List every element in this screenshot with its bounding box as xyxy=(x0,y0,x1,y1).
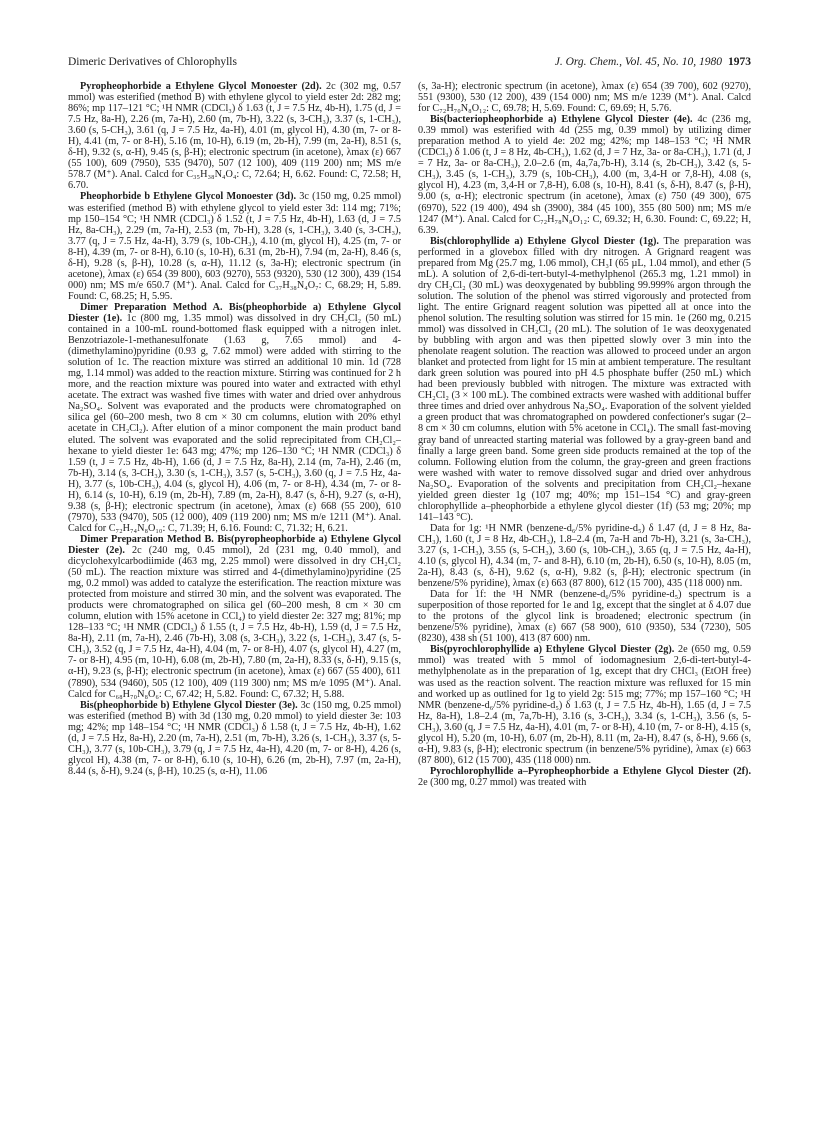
paragraph-4e xyxy=(418,114,751,236)
paragraph-2g xyxy=(418,644,751,766)
heading-1e: Dimer Preparation Method A. Bis(pheophorbide a) Ethylene Glycol Diester (1e). xyxy=(68,301,401,324)
paragraph-3e xyxy=(68,700,401,777)
journal-citation xyxy=(555,56,751,68)
heading-2f: Pyrochlorophyllide a–Pyropheophorbide a Ethylene Glycol Diester (2f). xyxy=(430,765,751,777)
heading-2g: Bis(pyrochlorophyllide a) Ethylene Glycol Diester (2g). xyxy=(430,644,675,656)
page-number: 1973 xyxy=(728,56,751,68)
paragraph-3e-continued: (s, 3a-H); electronic spectrum (in acetone), λmax (ε) 654 (39 700), 602 (9270), 551 (9300), 530 (12 200), 439 (154 000) nm; MS m/e 1239 (M⁺). Anal. Calcd for C₇₂H₇₀N₈O₁₂: C, 69.78; H, 5.69. Found: C, 69.69; H, 5.76. xyxy=(418,81,751,115)
heading-3e: Bis(pheophorbide b) Ethylene Glycol Diester (3e). xyxy=(80,699,298,711)
heading-2e: Dimer Preparation Method B. Bis(pyropheophorbide a) Ethylene Glycol Diester (2e). xyxy=(68,533,401,556)
paragraph-1g-data: Data for 1g: ¹H NMR (benzene-d₆/5% pyridine-d₅) δ 1.47 (d, J = 8 Hz, 8a-CH₃), 1.60 (t, J = 8 Hz, 4b-CH₃), 1.8–2.4 (m, 7a-H and 7b-H), 3.21 (s, 3a-CH₃), 3.27 (s, 1-CH₃), 3.55 (s, 5-CH₃), 3.60 (s, 10b-CH₃), 3.65 (q, J = 7.5 Hz, 4a-H), 4.10 (s, glycol H), 4.34 (m, 7- and 8-H), 6.10 (m, 2b-H), 6.50 (s, 10-H), 8.05 (m, 2a-H), 8.43 (s, δ-H), 9.62 (s, α-H), 9.82 (s, β-H); electronic spectrum (in benzene/5% pyridine), λmax (ε) 663 (87 800), 612 (15 700), 435 (118 000) nm. xyxy=(418,522,751,590)
running-header xyxy=(68,56,751,74)
paragraph-1e xyxy=(68,302,401,534)
body-1e: 1c (800 mg, 1.35 mmol) was dissolved in dry CH₂Cl₂ (50 mL) contained in a 100-mL round-bottomed flask equipped with a nitrogen inlet. Benzotriazole-1-methanesulfonate (1.63 g, 7.65 mmol) and 4-(dimethylamino)pyridine (0.93 g, 7.62 mmol) were added with stirring to the solution of 1c. The reaction mixture was stirred an additional 10 min. 1d (728 mg, 1.14 mmol) was added to the reaction mixture. Stirring was continued for 2 h more, and the reaction mixture was poured into water and extracted with ethyl acetate. The extract was washed five times with water and dried over anhydrous Na₂SO₄. Solvent was evaporated and the products were chromatographed on silica gel (60–200 mesh, two 8 cm × 30 cm columns, elution with 20% ethyl acetate in CH₂Cl₂). After elution of a minor component the main product band eluted. The solvent was evaporated and the solid reprecipitated from CH₂Cl₂–hexane to yield diester 1e: 643 mg; 47%; mp 126–130 °C; ¹H NMR (CDCl₃) δ 1.59 (t, J = 7.5 Hz, 4b-H), 1.66 (d, J = 7.5 Hz, 8a-H), 2.14 (m, 7a-H), 2.46 (m, 7b-H), 3.14 (s, 3-CH₃), 3.30 (s, 1-CH₃), 3.57 (s, 5-CH₃), 3.60 (q, J = 7.5 Hz, 4a-H), 3.77 (s, 10b-CH₃), 4.04 (s, glycol H), 4.06 (m, 7- or 8-H), 4.34 (m, 7- or 8-H), 6.14 (s, 10-H), 6.19 (m, 2b-H), 7.89 (m, 2a-H), 8.47 (s, δ-H), 9.27 (s, α-H), 9.38 (s, β-H); electronic spectrum (in acetone), λmax (ε) 668 (55 200), 610 (7970), 533 (9470), 505 (12 000), 409 (119 200) nm; MS m/e 1211 (M⁺). Anal. Calcd for C₇₂H₇₄N₈O₁₀: C, 71.39; H, 6.16. Found: C, 71.32; H, 6.21. xyxy=(68,312,401,534)
right-column xyxy=(418,81,751,1091)
paragraph-2d xyxy=(68,81,401,191)
body-2g: 2e (650 mg, 0.59 mmol) was treated with 5 mmol of iodomagnesium 2,6-di-tert-butyl-4-methylphenolate as in the preparation of 1g, except that dry CHCl₃ (EtOH free) was used as the reaction solvent. The reaction mixture was refluxed for 15 min and worked up as outlined for 1g to yield 2g: 515 mg; 77%; mp 157–160 °C; ¹H NMR (benzene-d₆/5% pyridine-d₅) δ 1.63 (t, J = 7.5 Hz, 4b-H), 1.65 (d, J = 7.5 Hz, 8a-H), 1.8–2.4 (m, 7a,7b-H), 3.16 (s, 3-CH₃), 3.34 (s, 1-CH₃), 3.56 (s, 5-CH₃), 3.60 (q, J = 7.5 Hz, 4a-H), 4.01 (m, 7- or 8-H), 4.10 (m, 7- or 8-H), 4.15 (s, glycol H), 5.20 (m, 10-H), 6.07 (m, 2b-H), 8.11 (m, 2a-H), 8.47 (s, δ-H), 9.66 (s, α-H), 9.83 (s, β-H); electronic spectrum (in benzene/5% pyridine), λmax (ε) 663 (87 800), 612 (15 700), 435 (118 000) nm. xyxy=(418,644,751,766)
heading-2d: Pyropheophorbide a Ethylene Glycol Monoester (2d). xyxy=(80,81,322,92)
body-3d: 3c (150 mg, 0.25 mmol) was esterified (method B) with ethylene glycol to yield ester 3d: 114 mg; 71%; mp 150–154 °C; ¹H NMR (CDCl₃) δ 1.52 (t, J = 7.5 Hz, 4b-H), 1.63 (d, J = 7.5 Hz, 8a-CH₃), 2.29 (m, 7a-H), 2.53 (m, 7b-H), 3.28 (s, 1-CH₃), 3.40 (s, 3-CH₃), 3.77 (q, J = 7.5 Hz, 4a-H), 3.79 (s, 10b-CH₃), 4.10 (m, glycol H), 4.25 (m, 7- or 8-H), 4.39 (m, 7- or 8-H), 6.10 (s, 10-H), 6.31 (m, 2b-H), 7.94 (m, 2a-H), 8.46 (s, δ-H), 9.28 (s, β-H), 10.28 (s, α-H), 11.12 (s, 3a-H); electronic spectrum (in acetone), λmax (ε) 654 (39 800), 603 (9270), 553 (9320), 530 (12 300), 439 (154 000) nm; MS m/e 650.7 (M⁺). Anal. Calcd for C₃₇H₃₈N₄O₇: C, 68.29; H, 5.89. Found: C, 68.25; H, 5.95. xyxy=(68,191,401,302)
body-2e: 2c (240 mg, 0.45 mmol), 2d (231 mg, 0.40 mmol), and dicyclohexylcarbodiimide (463 mg, 2.25 mmol) were dissolved in dry CH₂Cl₂ (50 mL). The reaction mixture was stirred and 4-(dimethylamino)pyridine (25 mg, 0.2 mmol) was added to catalyze the esterification. The reaction mixture was protected from moisture and stirred 30 min, and the solvent was evaporated. The products were chromatographed on silica gel (60–200 mesh, 8 cm × 30 cm column, elution with 15% acetone in CCl₄) to yield diester 2e: 327 mg; 81%; mp 128–133 °C; ¹H NMR (CDCl₃) δ 1.55 (t, J = 7.5 Hz, 4b-H), 1.59 (d, J = 7.5 Hz, 8a-H), 2.11 (m, 7a-H), 2.46 (7b-H), 3.08 (s, 3-CH₃), 3.22 (s, 1-CH₃), 3.47 (s, 5-CH₃), 3.52 (q, J = 7.5 Hz, 4a-H), 4.04 (m, 7- or 8-H), 4.07 (s, glycol H), 4.27 (m, 7- or 8-H), 4.95 (m, 10-H), 6.08 (m, 2b-H), 7.80 (m, 2a-H), 8.33 (s, δ-H), 9.15 (s, α-H), 9.23 (s, β-H); electronic spectrum (in acetone), λmax (ε) 667 (55 400), 611 (7890), 534 (9460), 505 (12 100), 409 (119 300) nm; MS m/e 1095 (M⁺). Anal. Calcd for C₆₈H₇₀N₈O₆: C, 67.42; H, 5.82. Found: C, 67.32; H, 5.88. xyxy=(68,544,401,700)
paragraph-1g xyxy=(418,236,751,523)
body-3e: 3c (150 mg, 0.25 mmol) was esterified (method B) with 3d (130 mg, 0.20 mmol) to yield diester 3e: 103 mg; 42%; mp 148–154 °C; ¹H NMR (CDCl₃) δ 1.58 (t, J = 7.5 Hz, 4b-H), 1.62 (d, J = 7.5 Hz, 8a-H), 2.20 (m, 7a-H), 2.51 (m, 7b-H), 3.26 (s, 1-CH₃), 3.37 (s, 5-CH₃), 3.77 (s, 10b-CH₃), 3.79 (q, J = 7.5 Hz, 4a-H), 4.20 (m, 7- or 8-H), 4.26 (s, glycol H), 4.38 (m, 7- or 8-H), 6.10 (s, 10-H), 6.26 (m, 2b-H), 7.97 (m, 2a-H), 8.44 (s, δ-H), 9.24 (s, β-H), 10.25 (s, α-H), 11.06 xyxy=(68,699,401,777)
paragraph-2e xyxy=(68,534,401,700)
body-2d: 2c (302 mg, 0.57 mmol) was esterified (method B) with ethylene glycol to yield ester 2d: 282 mg; 86%; mp 117–121 °C; ¹H NMR (CDCl₃) δ 1.63 (t, J = 7.5 Hz, 4b-H), 1.75 (d, J = 7.5 Hz, 8a-H), 2.26 (m, 7a-H), 2.60 (m, 7b-H), 3.22 (s, 3-CH₃), 3.37 (s, 1-CH₃), 3.60 (s, 5-CH₃), 3.61 (q, J = 7.5 Hz, 4a-H), 4.01 (m, glycol H), 4.30 (m, 7- or 8-H), 4.41 (m, 7- or 8-H), 5.16 (m, 10-H), 6.19 (m, 2b-H), 7.99 (m, 2a-H), 8.51 (s, δ-H), 9.32 (s, α-H), 9.45 (s, β-H); electronic spectrum (in acetone), λmax (ε) 667 (55 100), 609 (7950), 535 (9470), 507 (12 100), 409 (119 200) nm; MS m/e 578.7 (M⁺). Anal. Calcd for C₃₅H₃₈N₄O₄: C, 72.64; H, 6.62. Found: C, 72.58; H, 6.70. xyxy=(68,81,401,192)
paragraph-1f-data: Data for 1f: the ¹H NMR (benzene-d₆/5% pyridine-d₅) spectrum is a superposition of those reported for 1e and 1g, except that the singlet at δ 4.07 due to the protons of the glycol link is broadened; electronic spectrum (in benzene/5% pyridine), λmax (ε) 667 (58 900), 610 (9350), 534 (7230), 505 (8230), 438 sh (51 100), 413 (87 600) nm. xyxy=(418,589,751,645)
paragraph-3d xyxy=(68,191,401,301)
body-4e: 4c (236 mg, 0.39 mmol) was esterified with 4d (255 mg, 0.39 mmol) by utilizing dimer preparation method A to yield 4e: 202 mg; 42%; mp 148–153 °C; ¹H NMR (CDCl₃) δ 1.06 (t, J = 8 Hz, 4b-CH₃), 1.62 (d, J = 7 Hz, 3a- or 8a-CH₃), 1.71 (d, J = 7 Hz, 3a- or 8a-CH₃), 2.0–2.6 (m, 4a,7a,7b-H), 3.14 (s, 2b-CH₃), 3.42 (s, 5-CH₃), 3.45 (s, 1-CH₃), 3.79 (s, 10b-CH₃), 4.00 (m, 3,4-H or 7,8-H), 4.08 (s, glycol H), 4.23 (m, 3,4-H or 7,8-H), 6.08 (s, 10-H), 8.41 (s, δ-H), 8.47 (s, β-H), 9.00 (s, α-H); electronic spectrum (in acetone), λmax (ε) 750 (49 300), 675 (6970), 522 (19 400), 494 sh (3900), 384 (45 100), 355 (80 500) nm; MS m/e 1247 (M⁺). Anal. Calcd for C₇₂H₇₈N₈O₁₂: C, 69.32; H, 6.30. Found: C, 69.22; H, 6.39. xyxy=(418,114,751,236)
heading-3d: Pheophorbide b Ethylene Glycol Monoester (3d). xyxy=(80,191,297,203)
journal-name: J. Org. Chem., Vol. 45, No. 10, 1980 xyxy=(554,56,722,68)
heading-4e: Bis(bacteriopheophorbide a) Ethylene Glycol Diester (4e). xyxy=(430,114,693,126)
heading-1g: Bis(chlorophyllide a) Ethylene Glycol Diester (1g). xyxy=(430,235,659,247)
body-1g: The preparation was performed in a glovebox filled with dry nitrogen. A Grignard reagent was prepared from Mg (25.7 mg, 1.06 mmol), CH₃I (65 µL, 1.04 mmol), and ether (5 mL). A solution of 2,6-di-tert-butyl-4-methylphenol (265.3 mg, 1.21 mmol) in dry CH₂Cl₂ (30 mL) was deoxygenated by bubbling 99.999% argon through the solution. The solution of the phenol was stirred vigorously and protected from light. The entire Grignard reagent solution was pipetted all at once into the phenol solution. The resulting solution was stirred for 15 min. 1e (260 mg, 0.215 mmol) was dissolved in CH₂Cl₂ (20 mL). The solution of 1e was deoxygenated by bubbling with argon and was then pipetted slowly over 3 min into the phenolate reagent solution. The reaction was allowed to proceed under an argon blanket and protected from light for 15 min at ambient temperature. The resultant dark green solution was poured into pH 4.5 phosphate buffer (250 mL) which had been previously bubbled with nitrogen. The mixture was extracted with CH₂Cl₂ (3 × 100 mL). The combined extracts were washed with additional buffer three times and dried over anhydrous Na₂SO₄. Evaporation of the solvent yielded a green product that was chromatographed on powdered confectioner's sugar (2–8 cm × 30 cm columns, elution with 5% acetone in CCl₄). The small fast-moving gray band of unreacted starting material was followed by a gray-green band and finally a large green band. Some green side products remained at the top of the column. Following elution from the column, the gray-green and green fractions were washed with water to remove dissolved sugar and dried over anhydrous Na₂SO₄. Evaporation of the solvents and precipitation from CH₂Cl₂–hexane yielded green diester 1g (107 mg; 40%; mp 151–154 °C) and gray-green chlorophyllide a–pheophorbide a ethylene glycol diester (1f) (53 mg; 20%; mp 141–143 °C). xyxy=(418,235,751,523)
running-title: Dimeric Derivatives of Chlorophylls xyxy=(68,56,237,68)
paragraph-2f xyxy=(418,766,751,788)
left-column xyxy=(68,81,401,1091)
body-2f: 2e (300 mg, 0.27 mmol) was treated with xyxy=(418,776,587,788)
